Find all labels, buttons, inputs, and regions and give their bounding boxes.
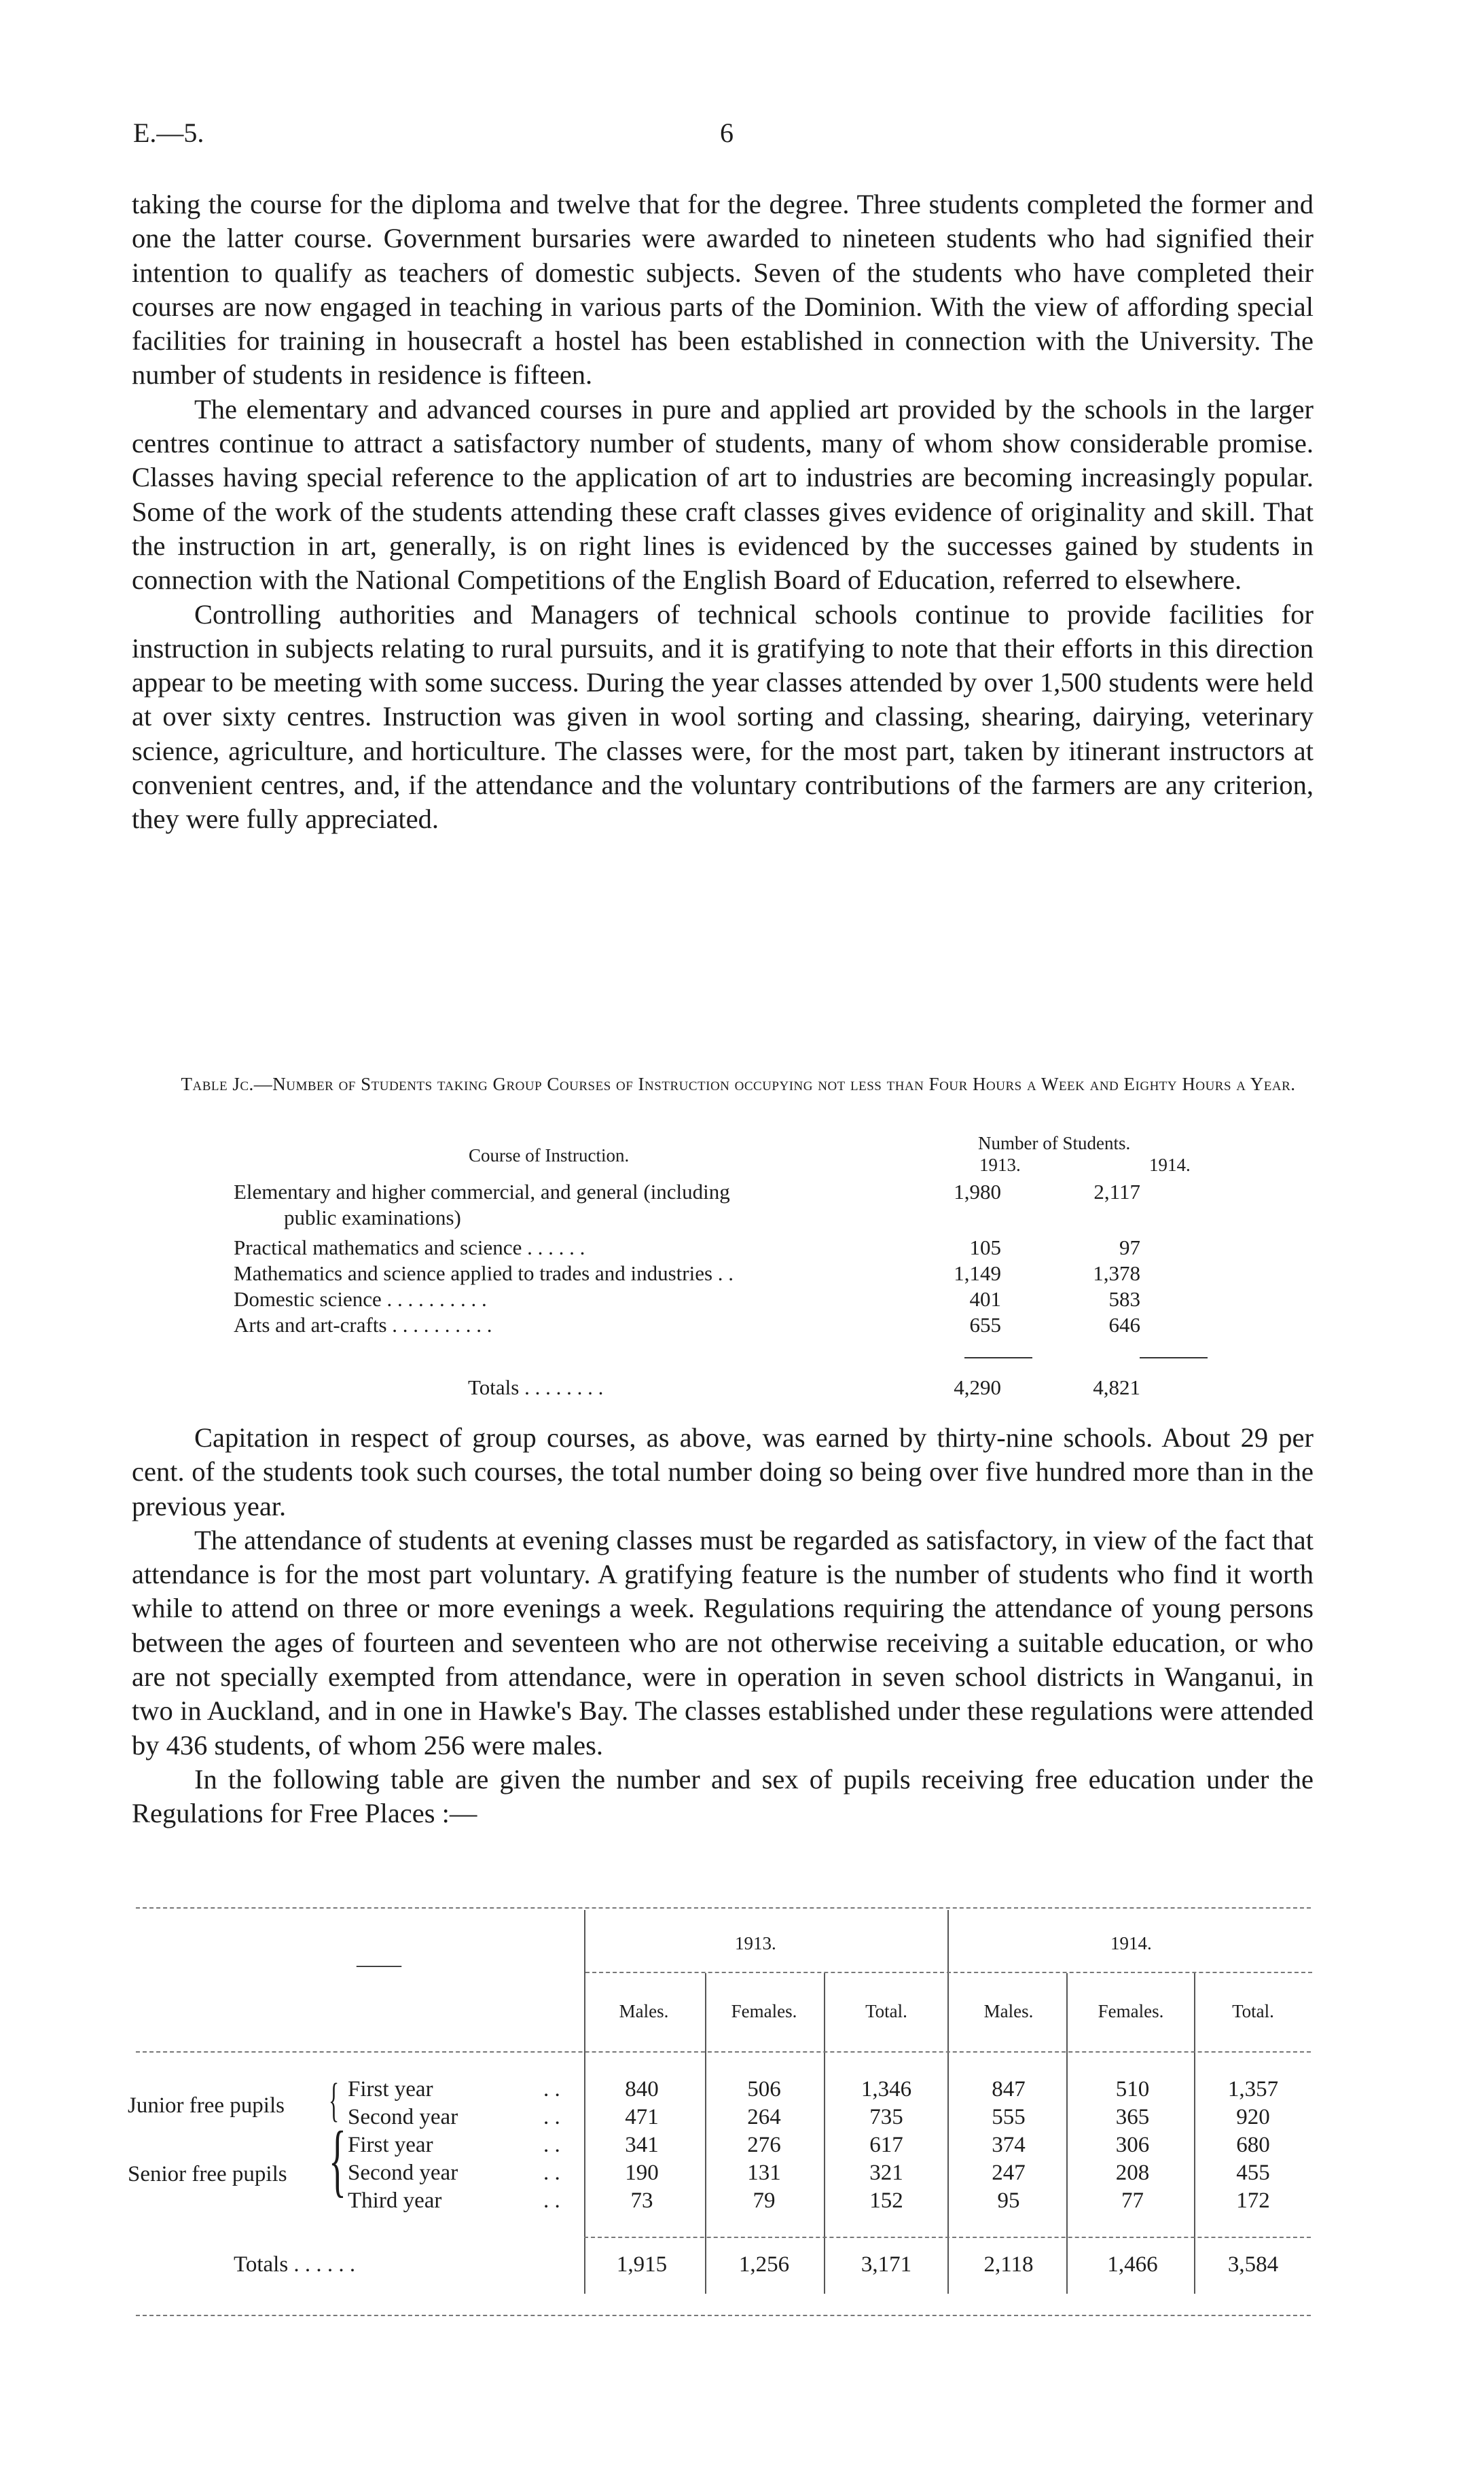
total-males-1914: 2,118	[983, 2252, 1034, 2277]
table-row	[234, 1235, 1212, 1260]
paragraph: The elementary and advanced courses in pure and applied art provided by the schools in the larger centres continue to attract a satisfactory number of students, many of whom show considerable promise. Classes having special reference to the application of art to industries are becoming increasingly popular. Some of the work of the students attending these craft classes gives evidence of originality and skill. That the instruction in art, generally, is on right lines is evidenced by the successes gained by students in connection with the National Competitions of the English Board of Education, referred to elsewhere.	[132, 393, 1314, 596]
row-year-label: Second year	[348, 2161, 458, 2185]
total-total-1914: 3,584	[1227, 2252, 1279, 2277]
table-row	[234, 1179, 1212, 1204]
table-jc-course: Domestic science . . . . . . . . . .	[234, 1287, 487, 1311]
totals-label: Totals . . . . . .	[234, 2252, 356, 2277]
group-label-junior: Junior free pupils	[128, 2093, 285, 2118]
page-number: 6	[720, 118, 734, 148]
table-jc-value-1914: 646	[1108, 1313, 1140, 1337]
group-label-senior: Senior free pupils	[128, 2162, 287, 2186]
total-males-1913: 1,915	[616, 2252, 668, 2277]
table-jc-course-header: Course of Instruction.	[469, 1145, 630, 1166]
table-cell: 73	[630, 2188, 653, 2213]
table-column-rule	[705, 1973, 706, 2294]
table-header-rule	[136, 2051, 1311, 2053]
paragraph: Controlling authorities and Managers of technical schools continue to provide facilities for instruction in subjects relating to rural pursuits, and it is gratifying to note that their efforts in this direction appear to be meeting with some success. During the year classes attended by over 1,500 students were held at over sixty centres. Instruction was given in wool sorting and classing, shearing, dairying, veterinary science, agriculture, and horticulture. The classes were, for the most part, taken by itinerant instructors at convenient centres, and, if the attendance and the voluntary contributions of the farmers are any criterion, they were fully appreciated.	[132, 598, 1314, 835]
table-cell: 172	[1236, 2188, 1270, 2213]
table-jc-rule	[1140, 1357, 1208, 1358]
col-females-1913: Females.	[731, 2001, 797, 2021]
row-year-label: Second year	[348, 2105, 458, 2129]
table-cell: 471	[625, 2105, 659, 2129]
table-jc-course: Arts and art-crafts . . . . . . . . . .	[234, 1313, 492, 1337]
table-row	[234, 1286, 1212, 1312]
table-cell: 79	[753, 2188, 776, 2213]
total-females-1914: 1,466	[1107, 2252, 1158, 2277]
table-top-rule	[136, 1907, 1311, 1909]
table-cell: 510	[1115, 2077, 1150, 2102]
table-cell: 555	[992, 2105, 1026, 2129]
table-cell: 374	[992, 2133, 1026, 2157]
table-cell: 847	[992, 2077, 1026, 2102]
table-column-rule	[1194, 1973, 1195, 2294]
paragraph: Capitation in respect of group courses, as above, was earned by thirty-nine schools. About 29 per cent. of the students took such courses, the total number doing so being over five hundred more than in the previous year.	[132, 1422, 1314, 1521]
brace-senior: {	[329, 2114, 346, 2205]
table-cell: 276	[747, 2133, 781, 2157]
paragraph: The attendance of students at evening classes must be regarded as satisfactory, in view of the fact that attendance is for the most part voluntary. A gratifying feature is the number of students who find it worth while to attend on three or more evenings a week. Regulations requiring the attendance of young persons between the ages of fourteen and seventeen who are not otherwise receiving a suitable education, or who are not specially exempted from attendance, were in operation in seven school districts in Wanganui, in two in Auckland, and in one in Hawke's Bay. The classes established under these regulations were attended by 436 students, of whom 256 were males.	[132, 1524, 1314, 1761]
row-leader-dots: . .	[543, 2077, 560, 2102]
table-row	[284, 1205, 1262, 1230]
table-column-rule	[1066, 1973, 1068, 2294]
row-leader-dots: . .	[543, 2161, 560, 2185]
table-cell: 77	[1121, 2188, 1144, 2213]
row-year-label: First year	[348, 2133, 433, 2157]
table-cell: 131	[747, 2161, 781, 2185]
paragraph: In the following table are given the number and sex of pupils receiving free education under the Regulations for Free Places :—	[132, 1763, 1314, 1829]
col-males-1914: Males.	[983, 2001, 1034, 2021]
table-jc-year-1913: 1913.	[979, 1155, 1021, 1175]
table-jc-caption: Table Jc.—Number of Students taking Group Courses of Instruction occupying not less than Four Hours a Week and Eighty Hours a Year.	[181, 1074, 1296, 1094]
table-cell: 365	[1115, 2105, 1150, 2129]
table-cell: 247	[992, 2161, 1026, 2185]
body-text-top	[132, 187, 1314, 837]
table-bottom-rule	[136, 2315, 1311, 2316]
table-jc-total-1913: 4,290	[954, 1375, 1001, 1399]
row-leader-dots: . .	[543, 2133, 560, 2157]
table-cell: 840	[625, 2077, 659, 2102]
total-total-1913: 3,171	[861, 2252, 912, 2277]
body-text-middle	[132, 1421, 1314, 1831]
table-cell: 306	[1115, 2133, 1150, 2157]
row-year-label: First year	[348, 2077, 433, 2102]
table-column-rule	[824, 1973, 825, 2294]
table-year-1913: 1913.	[735, 1933, 776, 1953]
col-females-1914: Females.	[1098, 2001, 1164, 2021]
table-jc-value-1914: 97	[1119, 1236, 1140, 1259]
table-cell: 1,357	[1227, 2077, 1279, 2102]
table-jc-course: Mathematics and science applied to trades and industries . .	[234, 1261, 734, 1285]
table-cell: 1,346	[861, 2077, 912, 2102]
table-cell: 506	[747, 2077, 781, 2102]
table-cell: 264	[747, 2105, 781, 2129]
table-jc-value-1913: 401	[969, 1287, 1001, 1311]
table-year-1914: 1914.	[1110, 1933, 1152, 1953]
table-corner: ——	[357, 1953, 401, 1977]
table-jc-value-1914: 583	[1108, 1287, 1140, 1311]
table-cell: 152	[869, 2188, 903, 2213]
row-leader-dots: . .	[543, 2188, 560, 2213]
table-jc-number-header: Number of Students.	[978, 1133, 1131, 1153]
total-females-1913: 1,256	[738, 2252, 790, 2277]
row-leader-dots: . .	[543, 2105, 560, 2129]
table-cell: 321	[869, 2161, 903, 2185]
table-jc-value-1913: 1,980	[954, 1180, 1001, 1204]
table-jc-course: public examinations)	[284, 1206, 461, 1229]
table-cell: 735	[869, 2105, 903, 2129]
table-jc-value-1913: 105	[969, 1236, 1001, 1259]
table-jc-totals-row	[234, 1375, 1212, 1400]
col-total-1913: Total.	[865, 2001, 907, 2021]
row-year-label: Third year	[348, 2188, 442, 2213]
table-cell: 95	[997, 2188, 1020, 2213]
table-jc-value-1914: 2,117	[1093, 1180, 1140, 1204]
brace-junior: {	[329, 2074, 340, 2127]
table-year-rule	[585, 1972, 1312, 1973]
table-row	[234, 1261, 1212, 1286]
table-cell: 455	[1236, 2161, 1270, 2185]
document-code: E.—5.	[133, 118, 204, 148]
table-jc-value-1914: 1,378	[1093, 1261, 1140, 1285]
table-jc-rule	[964, 1357, 1032, 1358]
table-jc-totals-label: Totals . . . . . . . .	[468, 1375, 604, 1399]
table-jc-course: Practical mathematics and science . . . . . .	[234, 1236, 585, 1259]
table-cell: 190	[625, 2161, 659, 2185]
table-jc-value-1913: 1,149	[954, 1261, 1001, 1285]
table-jc-total-1914: 4,821	[1093, 1375, 1140, 1399]
paragraph: taking the course for the diploma and twelve that for the degree. Three students completed the former and one the latter course. Government bursaries were awarded to nineteen students who had signified their intention to qualify as teachers of domestic subjects. Seven of the students who have completed their courses are now engaged in teaching in various parts of the Dominion. With the view of affording special facilities for training in housecraft a hostel has been established in connection with the University. The number of students in residence is fifteen.	[132, 189, 1314, 391]
table-jc-value-1913: 655	[969, 1313, 1001, 1337]
table-body-rule	[584, 2237, 1311, 2238]
table-cell: 920	[1236, 2105, 1270, 2129]
col-males-1913: Males.	[619, 2001, 669, 2021]
table-jc-year-1914: 1914.	[1149, 1155, 1191, 1175]
table-cell: 617	[869, 2133, 903, 2157]
table-cell: 341	[625, 2133, 659, 2157]
col-total-1914: Total.	[1232, 2001, 1274, 2021]
table-cell: 680	[1236, 2133, 1270, 2157]
table-jc-course: Elementary and higher commercial, and general (including	[234, 1180, 730, 1204]
table-row	[234, 1312, 1212, 1337]
table-cell: 208	[1115, 2161, 1150, 2185]
